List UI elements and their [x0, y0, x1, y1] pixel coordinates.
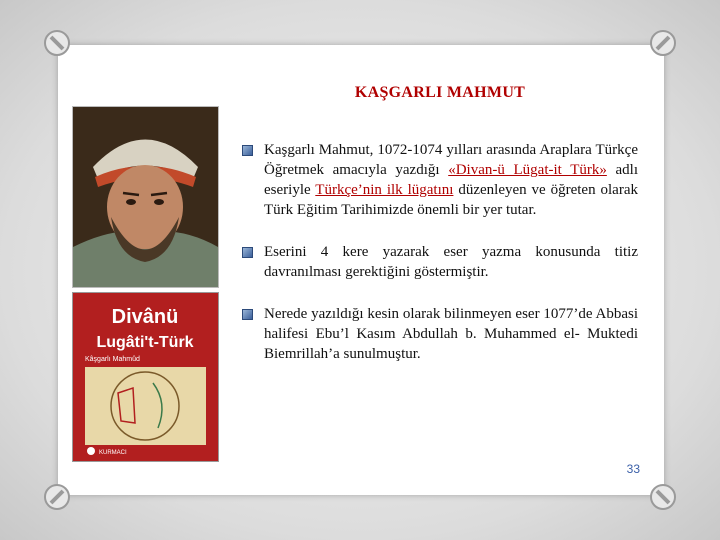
bullet-list — [242, 140, 638, 386]
slide-title: KAŞGARLI MAHMUT — [354, 84, 526, 101]
book-title-line2: Lugâti't-Türk — [96, 334, 194, 351]
corner-ornament-icon — [648, 28, 678, 58]
corner-ornament-icon — [42, 28, 72, 58]
bullet-text: Eserini 4 kere yazarak eser yazma konusunda titiz davranılması gerektiğini göstermiştir. — [264, 244, 638, 280]
book-title-line1: Divânü — [111, 306, 179, 328]
page-number: 33 — [626, 462, 640, 476]
bullet-square-icon — [242, 247, 253, 258]
bullet-text: Kaşgarlı Mahmut, 1072-1074 yılları arasında Araplara Türkçe Öğretmek amacıyla yazdığı — [264, 142, 638, 178]
corner-ornament-icon — [42, 482, 72, 512]
bullet-square-icon — [242, 145, 253, 156]
portrait-image — [72, 106, 219, 288]
book-publisher: KURMACI — [99, 450, 127, 456]
bullet-text: Nerede yazıldığı kesin olarak bilinmeyen eser 1077’de Abbasi halifesi Ebu’l Kasım Abdullah b. Muhammed el- Muktedi Biemrillah’a sunulmuştur. — [264, 306, 638, 362]
bullet-item — [242, 304, 638, 364]
bullet-item — [242, 140, 638, 220]
bullet-square-icon — [242, 309, 253, 320]
book-author: Kâşgarlı Mahmûd — [85, 356, 140, 363]
book-cover-image — [72, 292, 219, 462]
highlight-book-title: «Divan-ü Lügat-it Türk» — [448, 162, 607, 178]
highlight-first-dictionary: Türkçe’nin ilk lügatını — [315, 182, 454, 198]
bullet-item — [242, 242, 638, 282]
bullet-text: düzenleyen ve öğreten olarak Türk Eğitim Tarihimizde önemli bir yer tutar. — [264, 182, 638, 218]
bullet-text: adlı eseriyle — [264, 162, 638, 198]
corner-ornament-icon — [648, 482, 678, 512]
